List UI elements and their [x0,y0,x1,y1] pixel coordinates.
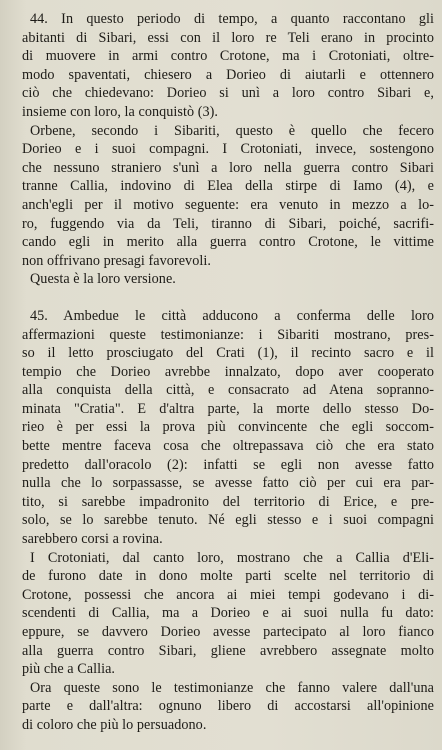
text-line: Questa è la loro versione. [30,271,176,288]
text-line: che nessuno straniero s'unì a loro nella guerra contro Sibari [22,159,434,176]
section-45 [22,307,434,735]
section-44 [22,10,434,289]
text-line: eppure, se davvero Dorieo avesse partecipato al loro fianco [22,624,434,640]
text-line: alla guerra contro Sibari, gliene avrebbero assegnate molto [22,642,434,659]
text-line: I Crotoniati, dal canto loro, mostrano che a Callia d'Eli- [30,549,434,566]
text-line: non offrivano presagi favorevoli. [22,252,211,269]
text-line: cando egli in merito alla guerra contro Crotone, le vittime [22,234,434,251]
section-divider-space [22,289,434,307]
text-line: di coloro che più lo persuadono. [22,716,207,733]
text-line: Ora queste sono le testimonianze che fanno valere dall'una [30,679,434,696]
text-line: ciò che chiedevano: Dorieo si unì a loro contro Sibari e, [22,85,434,102]
paragraph-45-3 [22,679,434,735]
text-line: rieo è per essi la prova più convincente che egli soccom- [22,419,434,436]
text-line: sarebbero corsi a rovina. [22,531,163,548]
text-line: anch'egli per il motivo seguente: era venuto in mezzo a lo- [22,196,434,213]
paragraph-44-2 [22,122,434,271]
paragraph-44-1 [22,10,434,122]
text-line: de furono date in dono molte parti scelte nel territorio di [22,568,434,585]
text-line: tranne Callia, indovino di Elea della stirpe di Iamo (4), e [22,178,434,195]
text-line: Dorieo e i suoi compagni. I Crotoniati, invece, sostengono [22,141,434,158]
text-line: tempio che Dorieo avrebbe innalzato, dopo aver cooperato [22,363,434,380]
text-line: scendenti di Callia, ma a Dorieo e ai suoi nulla fu dato: [22,605,434,622]
text-line: alla conquista della città, e consacrato ad Atena sopranno- [22,382,434,399]
text-line: predetto dall'oracolo (2): infatti se egli non avesse fatto [22,456,434,473]
text-line: solo, se lo sarebbe tenuto. Né egli stesso e i suoi compagni [22,512,434,529]
text-line: bette mentre faceva cosa che oltrepassava ciò che era stato [22,438,434,455]
page-text [22,10,434,735]
paragraph-44-3 [22,270,434,289]
text-line: so il letto prosciugato del Crati (1), il recinto sacro e il [22,345,434,362]
paragraph-45-1 [22,307,434,549]
text-line: nulla che lo sorpassasse, se avesse fatto ciò per cui era par- [22,475,434,492]
text-line: Orbene, secondo i Sibariti, questo è quello che fecero [30,122,434,139]
text-line: ro, fuggendo via da Teli, tiranno di Sibari, poiché, sacrifi- [22,215,434,232]
paragraph-45-2 [22,549,434,679]
text-line: parte e dall'altra: ognuno libero di accostarsi all'opinione [22,698,434,715]
text-line: abitanti di Sibari, essi con il loro re Teli erano in procinto [22,29,434,46]
text-line: modo spaventati, chiesero a Dorieo di aiutarli e ottennero [22,66,434,83]
text-line: tito, si sarebbe impadronito del territorio di Erice, e pre- [22,493,434,510]
text-line: più che a Callia. [22,661,116,678]
text-line: 44. In questo periodo di tempo, a quanto raccontano gli [30,11,434,27]
text-line: insieme con loro, la conquistò (3). [22,103,218,120]
text-line: minata "Cratia". E d'altra parte, la morte dello stesso Do- [22,400,434,417]
text-line: Crotone, possessi che ancora ai miei tempi godevano i di- [22,586,434,603]
text-line: affermazioni queste testimonianze: i Sibariti mostrano, pres- [22,326,434,343]
text-line: di muovere in armi contro Crotone, ma i Crotoniati, oltre- [22,48,434,65]
text-line: 45. Ambedue le città adducono a conferma delle loro [30,307,434,324]
